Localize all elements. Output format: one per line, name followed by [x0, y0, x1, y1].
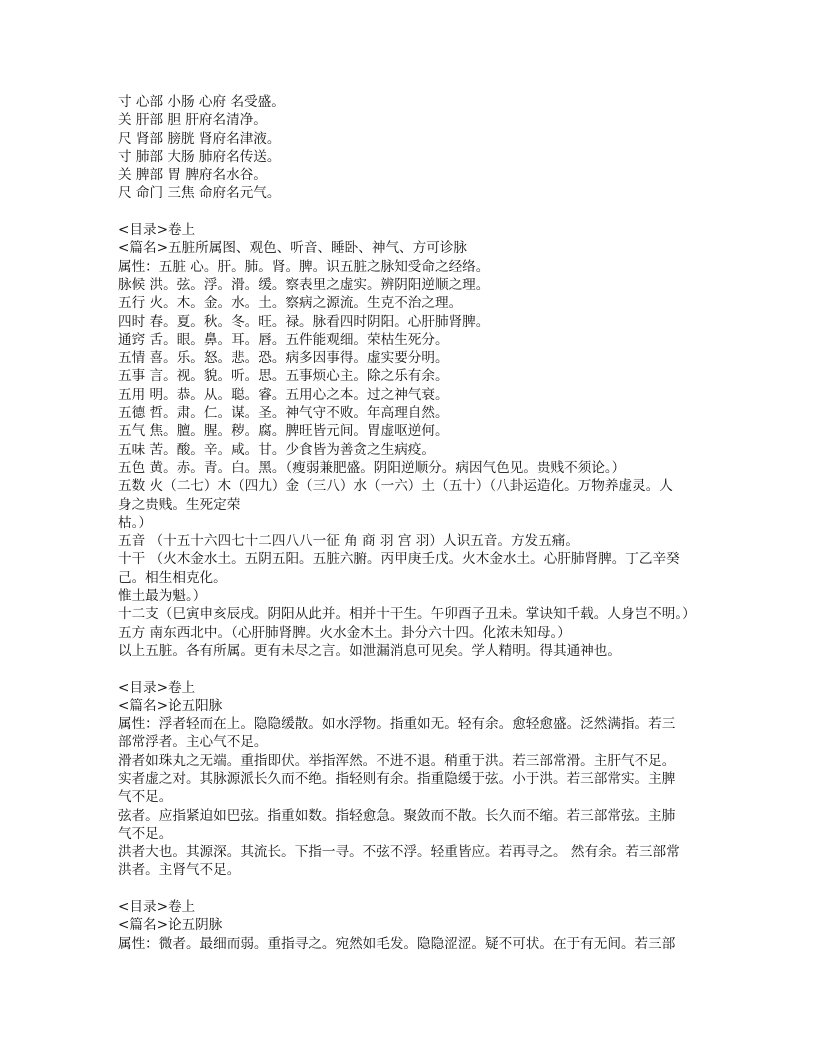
- text-line: 寸 肺部 大肠 肺府名传送。: [118, 148, 281, 165]
- text-line: 通窍 舌。眼。鼻。耳。唇。五件能观细。荣枯生死分。: [118, 331, 449, 348]
- text-line: 五色 黄。赤。青。白。黑。（瘦弱兼肥盛。阴阳逆顺分。病因气色见。贵贱不须论。）: [118, 459, 626, 476]
- text-line: 枯。）: [118, 514, 152, 531]
- text-line: 属性：浮者轻而在上。隐隐缓散。如水浮物。指重如无。轻有余。愈轻愈盛。泛然满指。若三: [118, 716, 676, 733]
- text-line: 五音 （十五十六四七十二四八八一征 角 商 羽 宫 羽）人识五音。方发五痛。: [118, 533, 579, 550]
- text-line: 部常浮者。主心气不足。: [118, 734, 268, 751]
- text-line: <篇名>五脏所属图、观色、听音、睡卧、神气、方可诊脉: [118, 240, 468, 257]
- text-line: 以上五脏。各有所属。更有未尽之言。如泄漏消息可见矣。学人精明。得其通神也。: [118, 642, 621, 659]
- text-line: 十干 （火木金水土。五阴五阳。五脏六腑。丙甲庚壬戊。火木金水土。心肝肺肾脾。丁乙辛癸: [118, 551, 680, 568]
- text-line: <目录>卷上: [118, 899, 196, 916]
- text-line: 五情 喜。乐。怒。悲。恐。病多因事得。虚实要分明。: [118, 350, 449, 367]
- blank-line: [118, 880, 718, 898]
- text-line: 惟土最为魁。）: [118, 588, 207, 605]
- text-line: 气不足。: [118, 789, 173, 806]
- text-line: 五味 苦。酸。辛。咸。甘。少食皆为善贪之生病疫。: [118, 441, 435, 458]
- text-line: 属性：微者。最细而弱。重指寻之。宛然如毛发。隐隐涩涩。疑不可状。在于有无间。若三部: [118, 935, 676, 952]
- document-page: [118, 93, 718, 953]
- text-line: 五事 言。视。貌。听。思。五事烦心主。除之乐有余。: [118, 368, 449, 385]
- text-line: 五行 火。木。金。水。土。察病之源流。生克不治之理。: [118, 295, 463, 312]
- text-line: <篇名>论五阴脉: [118, 917, 223, 934]
- text-line: 身之贵贱。生死定荣: [118, 496, 241, 513]
- text-section: [118, 93, 718, 203]
- text-line: <目录>卷上: [118, 222, 196, 239]
- text-line: 五德 哲。肃。仁。谋。圣。神气守不败。年高理自然。: [118, 405, 449, 422]
- text-line: <目录>卷上: [118, 679, 196, 696]
- text-line: 十二支（巳寅申亥辰戌。阴阳从此并。相并十干生。午卯酉子丑未。掌诀知千载。人身岂不明。）: [118, 606, 696, 623]
- text-line: 滑者如珠丸之无端。重指即伏。举指浑然。不进不退。稍重于洪。若三部常滑。主肝气不足。: [118, 752, 676, 769]
- text-line: 己。相生相克化。: [118, 569, 227, 586]
- text-line: 寸 心部 小肠 心府 名受盛。: [118, 94, 285, 110]
- text-line: 脉候 洪。弦。浮。滑。缓。察表里之虚实。辨阴阳逆顺之理。: [118, 276, 490, 293]
- blank-line: [118, 203, 718, 221]
- text-line: 关 肝部 胆 肝府名清净。: [118, 112, 267, 129]
- text-line: 四时 春。夏。秋。冬。旺。禄。脉看四时阴阳。心肝肺肾脾。: [118, 313, 490, 330]
- text-line: 属性：五脏 心。肝。肺。肾。脾。识五脏之脉知受命之经络。: [118, 258, 490, 275]
- text-section: [118, 898, 718, 953]
- text-section: [118, 221, 718, 660]
- text-line: 实者虚之对。其脉源派长久而不绝。指轻则有余。指重隐缓于弦。小于洪。若三部常实。主脾: [118, 770, 676, 787]
- text-line: 气不足。: [118, 825, 173, 842]
- text-line: 五数 火（二七）木（四九）金（三八）水（一六）土（五十）（八卦运造化。万物养虚灵。人: [118, 478, 673, 495]
- blank-line: [118, 660, 718, 678]
- text-line: 洪者。主肾气不足。: [118, 862, 241, 879]
- text-line: 五方 南东西北中。（心肝肺肾脾。火水金木土。卦分六十四。化浓未知母。）: [118, 624, 571, 641]
- text-line: 尺 命门 三焦 命府名元气。: [118, 185, 281, 202]
- text-line: <篇名>论五阳脉: [118, 697, 223, 714]
- text-line: 洪者大也。其源深。其流长。下指一寻。不弦不浮。轻重皆应。若再寻之。 然有余。若三部常: [118, 844, 680, 861]
- text-line: 关 脾部 胃 脾府名水谷。: [118, 167, 267, 184]
- text-line: 弦者。应指紧迫如巴弦。指重如数。指轻愈急。聚敛而不散。长久而不缩。若三部常弦。主肺: [118, 807, 676, 824]
- text-line: 五用 明。恭。从。聪。睿。五用心之本。过之神气衰。: [118, 386, 449, 403]
- text-line: 五气 焦。膻。腥。秽。腐。脾旺皆元间。胃虚呕逆何。: [118, 423, 449, 440]
- text-line: 尺 肾部 膀胱 肾府名津液。: [118, 130, 281, 147]
- text-section: [118, 679, 718, 880]
